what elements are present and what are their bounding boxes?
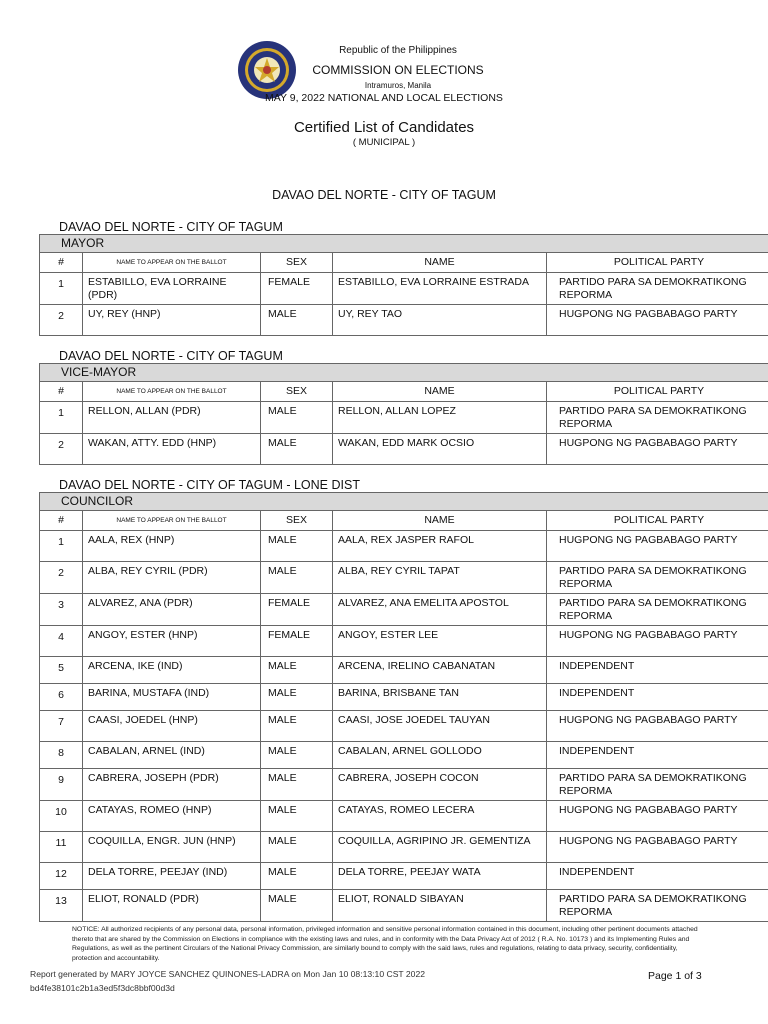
cell-name: COQUILLA, AGRIPINO JR. GEMENTIZA [333,832,547,863]
cell-num: 13 [40,890,83,922]
cell-num: 7 [40,711,83,742]
col-party-header: POLITICAL PARTY [547,382,768,402]
col-ballot-header: NAME TO APPEAR ON THE BALLOT [83,253,261,273]
cell-num: 6 [40,684,83,711]
cell-sex: MALE [261,890,333,922]
table-mayor [39,234,768,336]
cell-ballot: ELIOT, RONALD (PDR) [83,890,261,922]
cell-party: PARTIDO PARA SA DEMOKRATIKONG REPORMA [547,273,768,305]
cell-num: 9 [40,769,83,801]
cell-party: HUGPONG NG PAGBABAGO PARTY [547,434,768,465]
cell-num: 1 [40,402,83,434]
section-label-councilor: DAVAO DEL NORTE - CITY OF TAGUM - LONE DIST [59,478,360,492]
table-row [40,832,768,863]
location-label: Intramuros, Manila [364,81,432,90]
cell-party: HUGPONG NG PAGBABAGO PARTY [547,711,768,742]
cell-ballot: WAKAN, ATTY. EDD (HNP) [83,434,261,465]
cell-name: BARINA, BRISBANE TAN [333,684,547,711]
area-heading: DAVAO DEL NORTE - CITY OF TAGUM [272,188,496,202]
table-row [40,273,768,305]
cell-sex: FEMALE [261,626,333,657]
cell-ballot: ALVAREZ, ANA (PDR) [83,594,261,626]
cell-ballot: COQUILLA, ENGR. JUN (HNP) [83,832,261,863]
col-name-header: NAME [333,382,547,402]
cell-ballot: CABALAN, ARNEL (IND) [83,742,261,769]
table-row [40,626,768,657]
cell-name: CABRERA, JOSEPH COCON [333,769,547,801]
cell-party: PARTIDO PARA SA DEMOKRATIKONG REPORMA [547,769,768,801]
report-generated-info: Report generated by MARY JOYCE SANCHEZ QUINONES-LADRA on Mon Jan 10 08:13:10 CST 2022 [30,969,426,979]
section-label-vice-mayor: DAVAO DEL NORTE - CITY OF TAGUM [59,349,283,363]
cell-ballot: CAASI, JOEDEL (HNP) [83,711,261,742]
cell-party: INDEPENDENT [547,863,768,890]
col-ballot-header: NAME TO APPEAR ON THE BALLOT [83,511,261,531]
table-row [40,657,768,684]
cell-num: 2 [40,434,83,465]
table-row [40,742,768,769]
cell-num: 12 [40,863,83,890]
cell-party: PARTIDO PARA SA DEMOKRATIKONG REPORMA [547,562,768,594]
col-num-header: # [40,253,83,273]
cell-sex: MALE [261,562,333,594]
cell-party: INDEPENDENT [547,742,768,769]
election-label: MAY 9, 2022 NATIONAL AND LOCAL ELECTIONS [265,92,503,104]
cell-num: 4 [40,626,83,657]
cell-party: HUGPONG NG PAGBABAGO PARTY [547,626,768,657]
table-row [40,562,768,594]
cell-ballot: DELA TORRE, PEEJAY (IND) [83,863,261,890]
cell-num: 2 [40,562,83,594]
cell-name: CAASI, JOSE JOEDEL TAUYAN [333,711,547,742]
cell-sex: MALE [261,305,333,336]
col-party-header: POLITICAL PARTY [547,253,768,273]
col-name-header: NAME [333,511,547,531]
cell-num: 8 [40,742,83,769]
table-row [40,801,768,832]
cell-party: PARTIDO PARA SA DEMOKRATIKONG REPORMA [547,402,768,434]
table-row [40,402,768,434]
cell-sex: MALE [261,742,333,769]
commission-label: COMMISSION ON ELECTIONS [312,63,484,77]
col-num-header: # [40,511,83,531]
cell-sex: MALE [261,657,333,684]
cell-sex: MALE [261,684,333,711]
position-title: MAYOR [40,235,768,253]
cell-ballot: RELLON, ALLAN (PDR) [83,402,261,434]
cell-name: RELLON, ALLAN LOPEZ [333,402,547,434]
position-title: VICE-MAYOR [40,364,768,382]
cell-ballot: AALA, REX (HNP) [83,531,261,562]
cell-num: 11 [40,832,83,863]
cell-party: HUGPONG NG PAGBABAGO PARTY [547,305,768,336]
col-sex-header: SEX [261,511,333,531]
cell-ballot: CATAYAS, ROMEO (HNP) [83,801,261,832]
cell-sex: MALE [261,832,333,863]
table-councilor [39,492,768,922]
table-row [40,594,768,626]
cell-name: ARCENA, IRELINO CABANATAN [333,657,547,684]
cell-party: PARTIDO PARA SA DEMOKRATIKONG REPORMA [547,890,768,922]
cell-sex: MALE [261,801,333,832]
cell-name: AALA, REX JASPER RAFOL [333,531,547,562]
cell-party: PARTIDO PARA SA DEMOKRATIKONG REPORMA [547,594,768,626]
cell-ballot: ALBA, REY CYRIL (PDR) [83,562,261,594]
col-name-header: NAME [333,253,547,273]
table-row [40,769,768,801]
col-sex-header: SEX [261,382,333,402]
cell-num: 3 [40,594,83,626]
cell-sex: MALE [261,711,333,742]
republic-label: Republic of the Philippines [339,45,457,56]
cell-sex: MALE [261,769,333,801]
cell-name: ALVAREZ, ANA EMELITA APOSTOL [333,594,547,626]
table-row [40,711,768,742]
cell-sex: MALE [261,434,333,465]
col-party-header: POLITICAL PARTY [547,511,768,531]
cell-sex: MALE [261,863,333,890]
cell-party: INDEPENDENT [547,684,768,711]
col-sex-header: SEX [261,253,333,273]
cell-ballot: ANGOY, ESTER (HNP) [83,626,261,657]
cell-party: INDEPENDENT [547,657,768,684]
cell-ballot: CABRERA, JOSEPH (PDR) [83,769,261,801]
document-hash: bd4fe38101c2b1a3ed5f3dc8bbf00d3d [30,983,175,993]
position-title: COUNCILOR [40,493,768,511]
cell-name: UY, REY TAO [333,305,547,336]
cell-ballot: ARCENA, IKE (IND) [83,657,261,684]
cell-ballot: BARINA, MUSTAFA (IND) [83,684,261,711]
table-vice-mayor [39,363,768,465]
section-label-mayor: DAVAO DEL NORTE - CITY OF TAGUM [59,220,283,234]
table-row [40,305,768,336]
cell-name: ELIOT, RONALD SIBAYAN [333,890,547,922]
table-row [40,890,768,922]
cell-name: ALBA, REY CYRIL TAPAT [333,562,547,594]
cell-party: HUGPONG NG PAGBABAGO PARTY [547,832,768,863]
cell-num: 10 [40,801,83,832]
table-row [40,863,768,890]
page-subtitle: ( MUNICIPAL ) [352,137,416,148]
cell-num: 2 [40,305,83,336]
cell-name: CABALAN, ARNEL GOLLODO [333,742,547,769]
cell-name: ANGOY, ESTER LEE [333,626,547,657]
cell-party: HUGPONG NG PAGBABAGO PARTY [547,531,768,562]
table-row [40,684,768,711]
table-row [40,434,768,465]
cell-ballot: UY, REY (HNP) [83,305,261,336]
cell-sex: MALE [261,531,333,562]
cell-party: HUGPONG NG PAGBABAGO PARTY [547,801,768,832]
privacy-notice: NOTICE: All authorized recipients of any personal data, personal information, privileged information and sensitive personal information contained in this document, including other pertinent documents attached thereto that are shared by the Commission on Elections in compliance with the existing laws and rules, and in conformity with the Data Privacy Act of 2012 ( R.A. No. 10173 ) and its Implementing Rules and Regulations, as well as the pertinent Circulars of the National Privacy Commission, are similarly bound to comply with the said laws, rules and regulations, relating to data privacy, security, confidentiality, protection and accountability. [72,926,698,962]
col-ballot-header: NAME TO APPEAR ON THE BALLOT [83,382,261,402]
cell-num: 1 [40,273,83,305]
cell-name: ESTABILLO, EVA LORRAINE ESTRADA [333,273,547,305]
cell-name: DELA TORRE, PEEJAY WATA [333,863,547,890]
cell-num: 5 [40,657,83,684]
col-num-header: # [40,382,83,402]
cell-name: CATAYAS, ROMEO LECERA [333,801,547,832]
page-number: Page 1 of 3 [648,970,702,982]
cell-sex: FEMALE [261,273,333,305]
page-title: Certified List of Candidates [293,119,475,136]
cell-name: WAKAN, EDD MARK OCSIO [333,434,547,465]
cell-num: 1 [40,531,83,562]
cell-sex: FEMALE [261,594,333,626]
cell-ballot: ESTABILLO, EVA LORRAINE (PDR) [83,273,261,305]
cell-sex: MALE [261,402,333,434]
table-row [40,531,768,562]
